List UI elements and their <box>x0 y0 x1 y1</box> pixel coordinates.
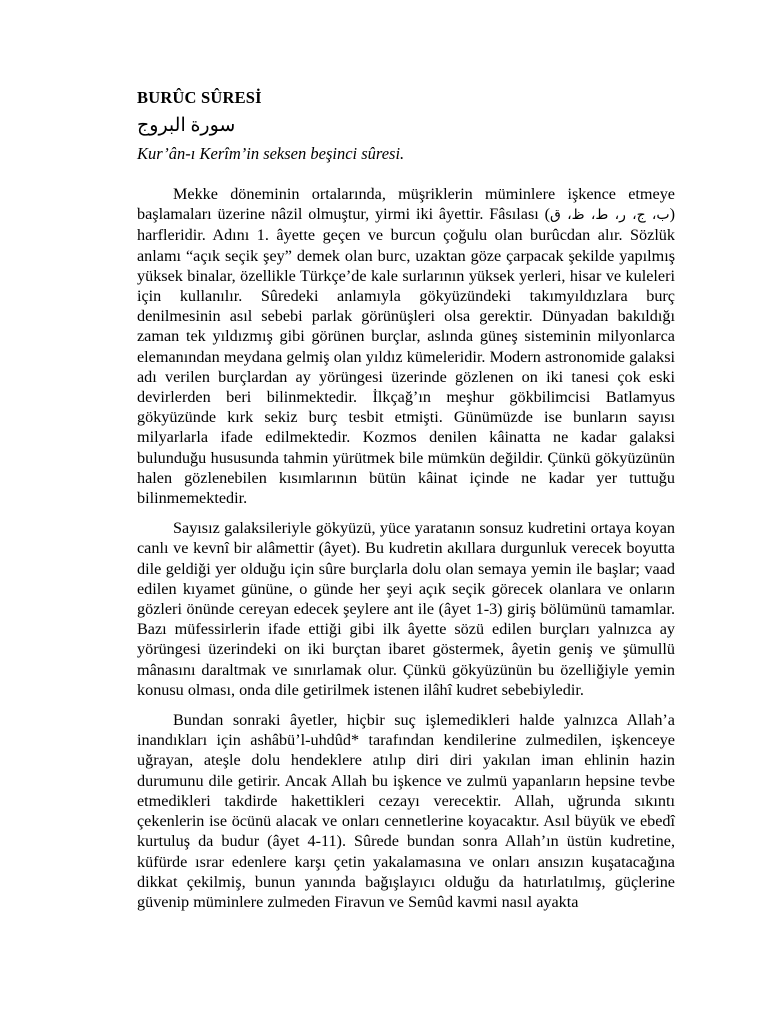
paragraph-3: Bundan sonraki âyetler, hiçbir suç işlemedikleri halde yalnızca Allah’a inandıkları için ashâbü’l-uhdûd* tarafından kendilerine zulmedilen, işkenceye uğrayan, ateşle dolu hendeklere atılıp diri diri yakılan iman ehlinin hazin durumunu dile getirir. Ancak Allah bu işkence ve zulmü yapanların hepsine tevbe etmedikleri takdirde hakettikleri cezayı verecektir. Allah, uğrunda sıkıntı çekenlerin ise öcünü alacak ve onları cennetlerine koyacaktır. Asıl büyük ve ebedî kurtuluş da budur (âyet 4-11). Sûrede bundan sonra Allah’ın üstün kudretine, küfürde ısrar edenlere karşı çetin yakalamasına ve onları ansızın kuşatacağına dikkat çekilmiş, bunun yanında bağışlayıcı olduğu da hatırlatılmış, güçlerine güvenip müminlere zulmeden Firavun ve Semûd kavmi nasıl ayakta <box>137 711 675 911</box>
paragraph-1 <box>137 184 675 508</box>
fasila-letters: ب، ج، ر، ط، ظ، ق <box>550 207 670 224</box>
paragraph-1-text-start: Mekke döneminin ortalarında, müşriklerin müminlere işkence etmeye başlamaları üzerine nâzil olmuştur, yirmi iki âyettir. Fâsılası ( <box>137 185 675 224</box>
paragraph-1-text-end: ) harfleridir. Adını 1. âyette geçen ve burcun çoğulu olan burûcdan alır. Sözlük anlamı “açık seçik şey” demek olan burc, uzaktan göze çarpacak şekilde yapılmış yüksek binalar, özellikle Türkçe’de kale surlarının yüksek yerleri, hisar ve kuleleri için kullanılır. Sûredeki anlamıyla gökyüzündeki takımyıldızlara burç denilmesinin asıl sebebi parlak görünüşleri olsa gerektir. Dünyadan bakıldığı zaman tek yıldızmış gibi görünen burçlar, aslında güneş sisteminin milyonlarca elemanından meydana gelmiş olan yıldız kümeleridir. Modern astronomide galaksi adı verilen burçlardan ay yörüngesi üzerinde gözlenen on iki tanesi çok eski devirlerden beri bilinmektedir. İlkçağ’ın meşhur gökbilimcisi Batlamyus gökyüzünde kırk sekiz burç tesbit etmişti. Günümüzde ise bunların sayısı milyarlarla ifade edilmektedir. Kozmos denilen kâinatta ne kadar galaksi bulunduğu hususunda tahmin yürütmek bile mümkün değildir. Çünkü gökyüzünün halen gözlenebilen kısımlarının bütün kâinat içinde ne kadar yer tuttuğu bilinmemektedir. <box>137 205 676 508</box>
paragraph-2: Sayısız galaksileriyle gökyüzü, yüce yaratanın sonsuz kudretini ortaya koyan canlı ve kevnî bir alâmettir (âyet). Bu kudretin akıllara durgunluk verecek boyutta dile geldiği yer olduğu için sûre burçlarla dolu olan semaya yemin ile başlar; vaad edilen kıyamet gününe, o günde her şeyi açık seçik görecek olanlara ve onların gözleri önünde cereyan edecek şeylere ant ile (âyet 1-3) giriş bölümünü tamamlar. Bazı müfessirlerin ifade ettiği gibi ilk âyette sözü edilen burçları yalnızca ay yörüngesi üzerindeki on iki burçtan ibaret göstermek, âyetin geniş ve şümullü mânasını daraltmak ve sınırlamak olur. Çünkü gökyüzünün bu özelliğiyle yemin konusu olması, onda dile getirilmek istenen ilâhî kudret sebebiyledir. <box>137 519 675 699</box>
body-text <box>137 184 675 922</box>
arabic-title: سورة البروج <box>137 115 236 136</box>
page-subtitle: Kur’ân-ı Kerîm’in seksen beşinci sûresi. <box>137 144 405 163</box>
page-title: BURÛC SÛRESİ <box>137 88 262 107</box>
